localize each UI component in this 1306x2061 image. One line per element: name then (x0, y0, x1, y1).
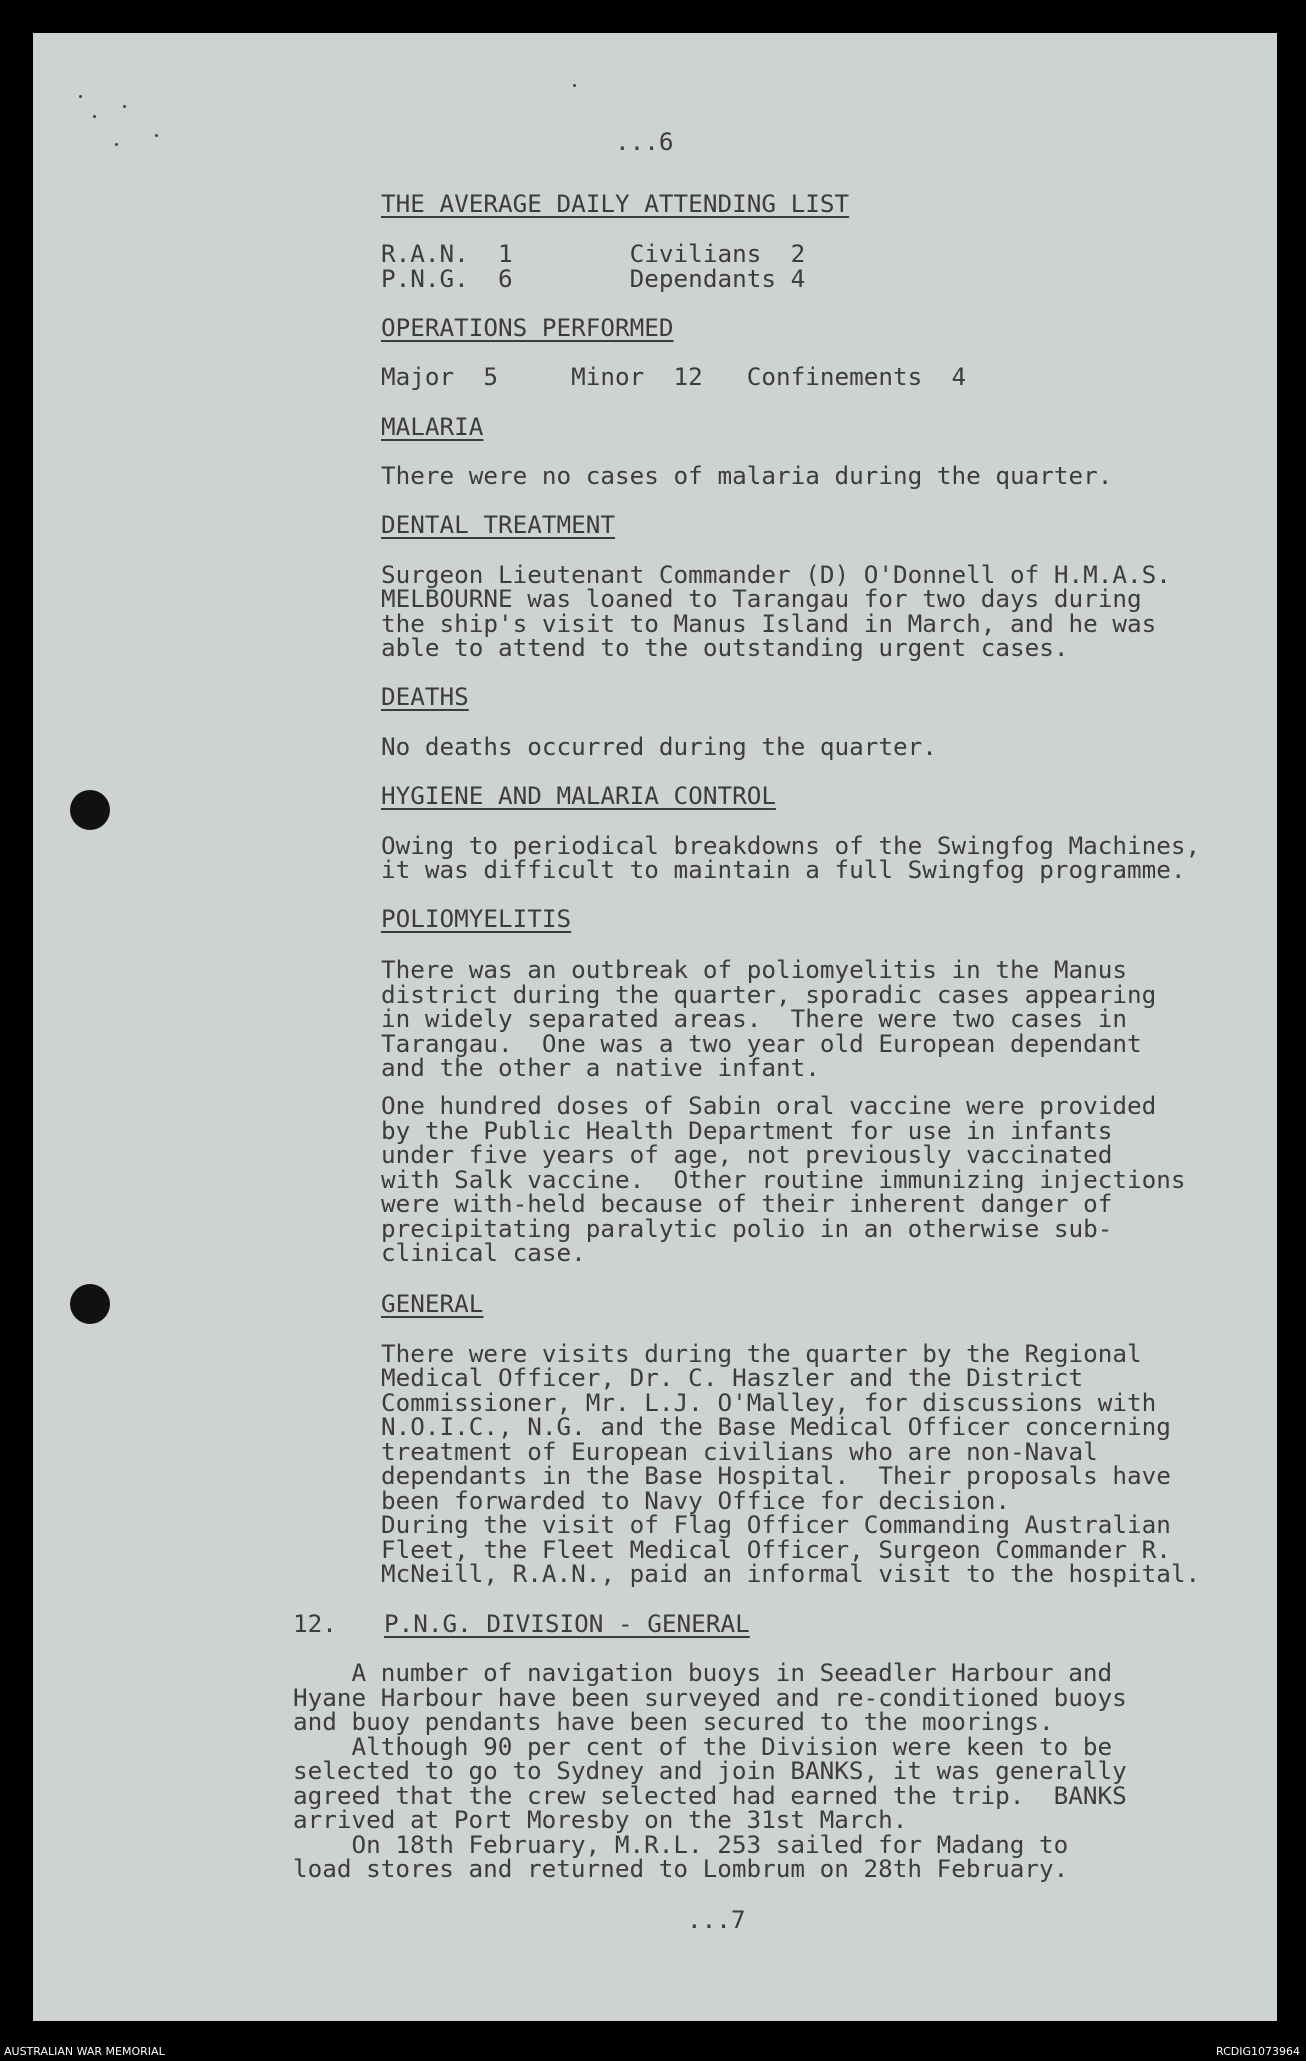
speck-mark (155, 134, 158, 137)
footer-source: AUSTRALIAN WAR MEMORIAL (4, 2045, 165, 2058)
speck-mark (93, 115, 96, 118)
text-line: been forwarded to Navy Office for decision. (381, 1486, 1011, 1515)
footer-id: RCDIG1073964 (1215, 2045, 1300, 2058)
archive-footer (0, 2042, 1306, 2061)
text-line: During the visit of Flag Officer Commanding Australian (381, 1510, 1171, 1539)
attending-row: P.N.G. 6 Dependants 4 (381, 264, 806, 293)
deaths-text: No deaths occurred during the quarter. (381, 732, 937, 761)
section-heading-png: P.N.G. DIVISION - GENERAL (384, 1609, 750, 1638)
section-heading-general: GENERAL (381, 1289, 484, 1318)
text-line: Fleet, the Fleet Medical Officer, Surgeon Commander R. (381, 1535, 1171, 1564)
section-heading-operations: OPERATIONS PERFORMED (381, 313, 674, 342)
text-line: the ship's visit to Manus Island in March, and he was (381, 609, 1157, 638)
section-heading-attending: THE AVERAGE DAILY ATTENDING LIST (381, 189, 850, 218)
text-line: and buoy pendants have been secured to the moorings. (293, 1707, 1054, 1736)
punch-hole (70, 790, 110, 830)
text-line: and the other a native infant. (381, 1053, 820, 1082)
text-line: arrived at Port Moresby on the 31st March. (293, 1805, 908, 1834)
text-line: it was difficult to maintain a full Swingfog programme. (381, 855, 1186, 884)
text-line: by the Public Health Department for use in infants (381, 1116, 1113, 1145)
text-line: N.O.I.C., N.G. and the Base Medical Officer concerning (381, 1412, 1171, 1441)
text-line: with Salk vaccine. Other routine immunizing injections (381, 1165, 1186, 1194)
speck-mark (115, 143, 118, 146)
text-line: agreed that the crew selected had earned the trip. BANKS (293, 1781, 1127, 1810)
text-line: Medical Officer, Dr. C. Haszler and the District (381, 1363, 1084, 1392)
text-line: Commissioner, Mr. L.J. O'Malley, for discussions with (381, 1388, 1157, 1417)
text-line: able to attend to the outstanding urgent cases. (381, 633, 1069, 662)
speck-mark (79, 95, 82, 98)
text-line: district during the quarter, sporadic cases appearing (381, 980, 1157, 1009)
text-line: Although 90 per cent of the Division were keen to be (293, 1732, 1113, 1761)
text-line: Hyane Harbour have been surveyed and re-conditioned buoys (293, 1683, 1127, 1712)
text-line: One hundred doses of Sabin oral vaccine were provided (381, 1091, 1157, 1120)
section-heading-hygiene: HYGIENE AND MALARIA CONTROL (381, 781, 776, 810)
text-line: dependants in the Base Hospital. Their proposals have (381, 1461, 1171, 1490)
text-line: selected to go to Sydney and join BANKS, it was generally (293, 1756, 1127, 1785)
speck-mark (123, 105, 126, 108)
text-line: load stores and returned to Lombrum on 28th February. (293, 1854, 1069, 1883)
attending-row: R.A.N. 1 Civilians 2 (381, 239, 806, 268)
text-line: clinical case. (381, 1238, 586, 1267)
section-heading-dental: DENTAL TREATMENT (381, 510, 616, 539)
text-line: MELBOURNE was loaned to Tarangau for two days during (381, 584, 1142, 613)
text-line: McNeill, R.A.N., paid an informal visit to the hospital. (381, 1559, 1201, 1588)
punch-hole (70, 1284, 110, 1324)
speck-mark (573, 84, 576, 87)
text-line: On 18th February, M.R.L. 253 sailed for Madang to (293, 1830, 1069, 1859)
text-line: Owing to periodical breakdowns of the Swingfog Machines, (381, 831, 1201, 860)
malaria-text: There were no cases of malaria during the quarter. (381, 461, 1113, 490)
text-line: in widely separated areas. There were two cases in (381, 1004, 1128, 1033)
text-line: A number of navigation buoys in Seeadler Harbour and (293, 1658, 1113, 1687)
page-marker-bottom: ...7 (687, 1905, 746, 1934)
section-heading-malaria: MALARIA (381, 412, 484, 441)
text-line: were with-held because of their inherent danger of (381, 1189, 1113, 1218)
section-heading-deaths: DEATHS (381, 682, 469, 711)
page-marker-top: ...6 (615, 127, 674, 156)
text-line: There were visits during the quarter by the Regional (381, 1339, 1142, 1368)
text-line: precipitating paralytic polio in an otherwise sub- (381, 1214, 1113, 1243)
section-heading-polio: POLIOMYELITIS (381, 904, 572, 933)
text-line: Surgeon Lieutenant Commander (D) O'Donnell of H.M.A.S. (381, 560, 1171, 589)
text-line: There was an outbreak of poliomyelitis in the Manus (381, 955, 1128, 984)
text-line: treatment of European civilians who are non-Naval (381, 1437, 1098, 1466)
operations-line: Major 5 Minor 12 Confinements 4 (381, 362, 967, 391)
section-number: 12. (293, 1609, 337, 1638)
text-line: under five years of age, not previously vaccinated (381, 1140, 1113, 1169)
text-line: Tarangau. One was a two year old European dependant (381, 1029, 1142, 1058)
